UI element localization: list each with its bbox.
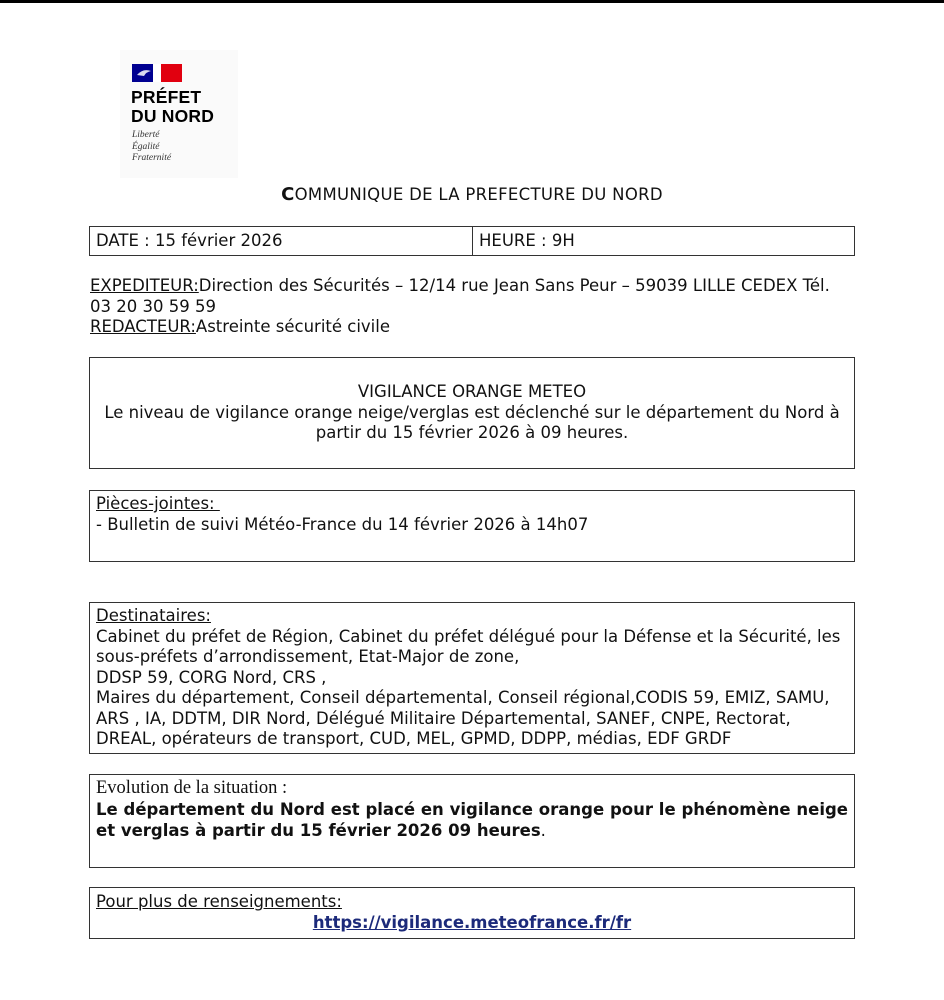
logo-title: PRÉFET DU NORD bbox=[131, 87, 215, 126]
time-cell: HEURE : 9H bbox=[479, 231, 575, 250]
sender-block bbox=[90, 276, 855, 338]
redacteur-label: REDACTEUR: bbox=[90, 317, 196, 336]
recipients-line: Cabinet du préfet de Région, Cabinet du préfet délégué pour la Défense et la Sécurité, les sous-préfets d’arrondissement, Etat-Major de zone, bbox=[96, 626, 841, 666]
vigilance-body: Le niveau de vigilance orange neige/verglas est déclenché sur le département du Nord à partir du 15 février 2026 à 09 heures. bbox=[104, 402, 840, 442]
info-label: Pour plus de renseignements: bbox=[96, 892, 342, 911]
redacteur-value: Astreinte sécurité civile bbox=[195, 317, 391, 336]
page-title-initial: C bbox=[281, 184, 295, 205]
attachment-item: - Bulletin de suivi Météo-France du 14 février 2026 à 14h07 bbox=[96, 514, 589, 534]
page-title bbox=[0, 184, 944, 205]
top-border bbox=[0, 0, 944, 3]
date-time-table bbox=[89, 226, 855, 256]
french-flag-icon bbox=[132, 64, 182, 82]
recipients-box bbox=[89, 602, 855, 754]
evolution-label: Evolution de la situation : bbox=[96, 778, 288, 798]
date-cell: DATE : 15 février 2026 bbox=[90, 227, 473, 255]
vigilance-title: VIGILANCE ORANGE METEO bbox=[357, 382, 587, 401]
vigilance-link[interactable]: https://vigilance.meteofrance.fr/fr bbox=[312, 913, 632, 932]
attachments-label: Pièces-jointes: bbox=[96, 494, 220, 513]
info-box bbox=[89, 887, 855, 939]
recipients-line: DDSP 59, CORG Nord, CRS , bbox=[96, 667, 327, 687]
evolution-body-end: . bbox=[540, 821, 546, 840]
expediteur-label: EXPEDITEUR: bbox=[90, 276, 199, 295]
expediteur-value: Direction des Sécurités – 12/14 rue Jean Sans Peur – 59039 LILLE CEDEX Tél. 03 20 30 59 59 bbox=[90, 276, 830, 316]
recipients-label: Destinataires: bbox=[96, 606, 211, 625]
page-title-rest: OMMUNIQUE DE LA PREFECTURE DU NORD bbox=[294, 185, 663, 204]
prefecture-logo bbox=[120, 50, 238, 178]
evolution-body-wrap bbox=[96, 799, 848, 841]
expediteur-line bbox=[90, 276, 855, 317]
evolution-body: Le département du Nord est placé en vigilance orange pour le phénomène neige et verglas à partir du 15 février 2026 09 heures bbox=[96, 800, 848, 840]
evolution-box bbox=[89, 774, 855, 868]
logo-motto: Liberté Égalité Fraternité bbox=[132, 130, 172, 163]
redacteur-line bbox=[90, 317, 855, 338]
vigilance-box bbox=[89, 357, 855, 469]
attachments-box bbox=[89, 490, 855, 562]
recipients-line: Maires du département, Conseil départemental, Conseil régional,CODIS 59, EMIZ, SAMU, ARS , IA, DDTM, DIR Nord, Délégué Militaire Départemental, SANEF, CNPE, Rectorat, DREAL, opérateurs de transport, CUD, MEL, GPMD, DDPP, médias, EDF GRDF bbox=[96, 688, 830, 748]
